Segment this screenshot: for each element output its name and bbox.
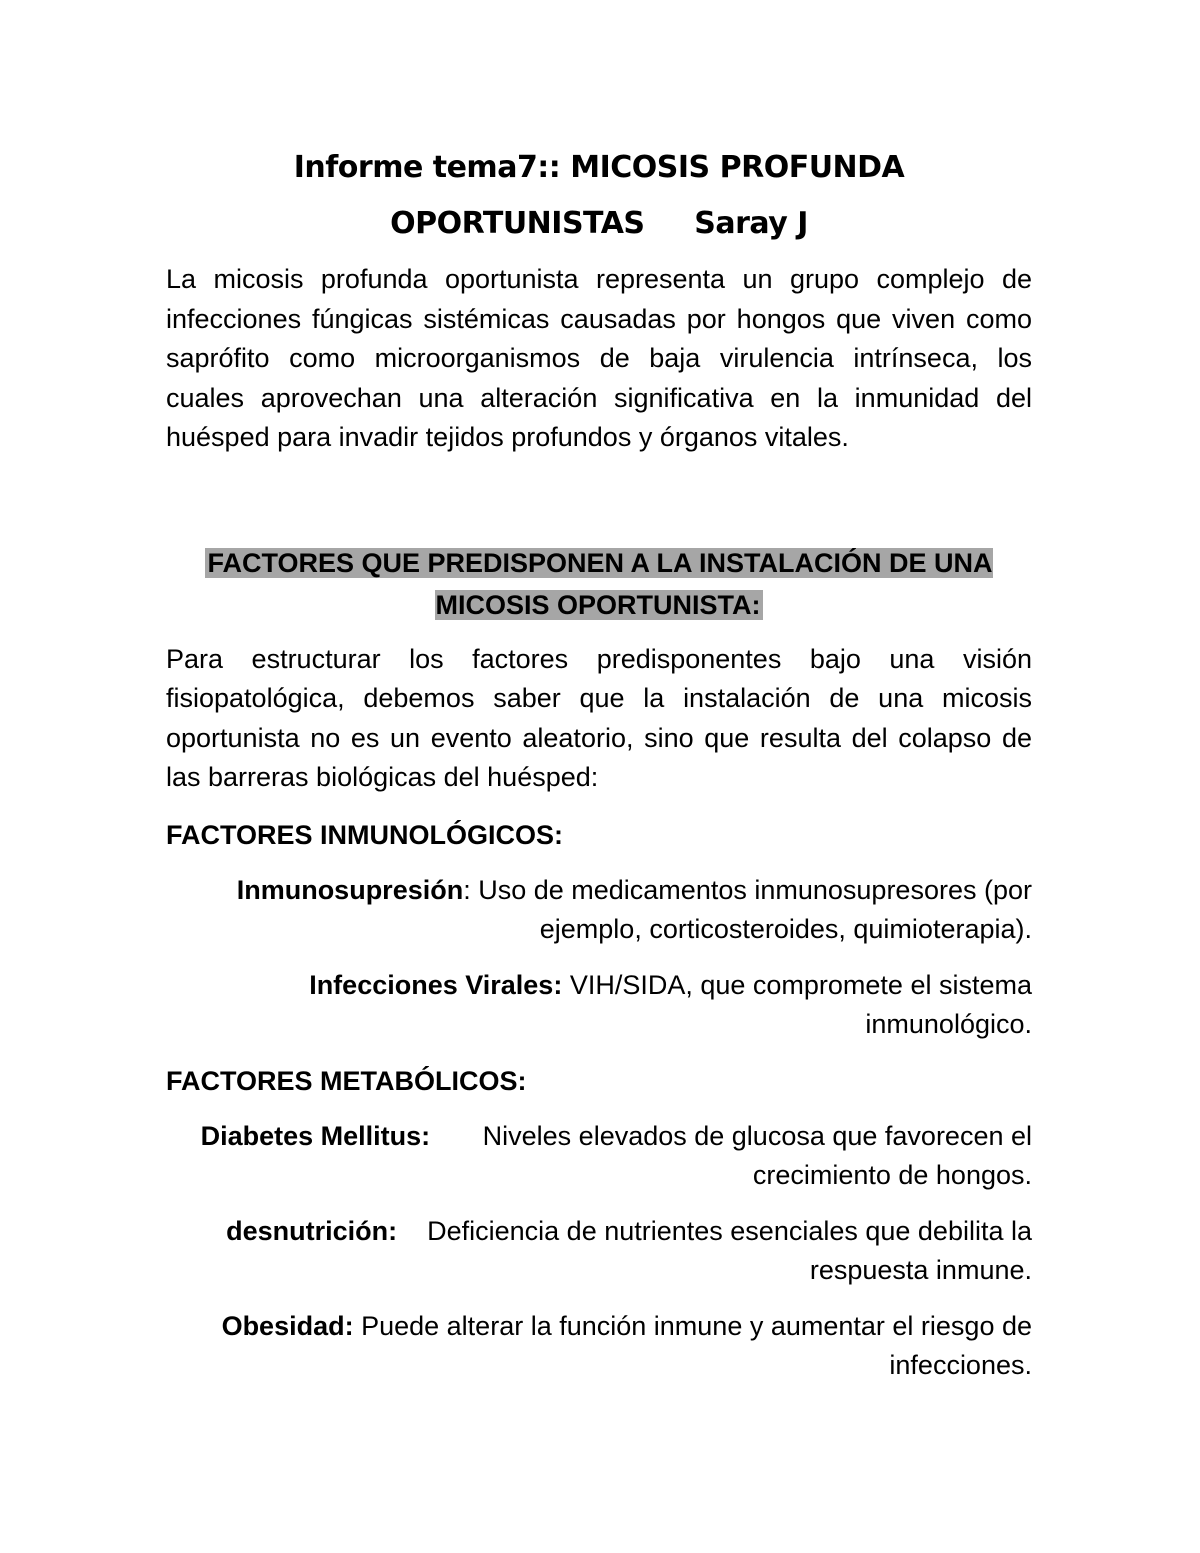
- title-line-2: OPORTUNISTAS Saray J: [390, 206, 808, 241]
- list-item-obesidad: [166, 1307, 1032, 1385]
- item-term: Infecciones Virales:: [309, 969, 563, 1000]
- intro-paragraph: La micosis profunda oportunista representa un grupo complejo de infecciones fúngicas sistémicas causadas por hongos que viven como saprófito como microorganismos de baja virulencia intrínseca, los cuales aprovechan una alteración significativa en la inmunidad del huésped para invadir tejidos profundos y órganos vitales.: [166, 264, 1032, 452]
- item-term: Diabetes Mellitus:: [200, 1120, 431, 1151]
- section-intro-paragraph: Para estructurar los factores predisponentes bajo una visión fisiopatológica, debemos saber que la instalación de una micosis oportunista no es un evento aleatorio, sino que resulta del colapso de las barreras biológicas del huésped:: [166, 643, 1032, 792]
- list-item-desnutricion: [166, 1212, 1040, 1290]
- item-text: Deficiencia de nutrientes esenciales que debilita la respuesta inmune.: [397, 1215, 1040, 1285]
- item-text: VIH/SIDA, que compromete el sistema inmunológico.: [562, 969, 1032, 1039]
- document-title: [166, 140, 1032, 252]
- item-term: Obesidad:: [221, 1310, 354, 1341]
- section-heading: [166, 542, 1032, 626]
- title-line-1: Informe tema7:: MICOSIS PROFUNDA: [293, 150, 905, 185]
- list-item-diabetes: [166, 1117, 1040, 1195]
- group-heading-metabolicos: FACTORES METABÓLICOS:: [166, 1065, 527, 1096]
- item-text: : Uso de medicamentos inmunosupresores (por ejemplo, corticosteroides, quimioterapia).: [463, 874, 1032, 944]
- list-item-inmunosupresion: [166, 871, 1032, 949]
- item-text: Puede alterar la función inmune y aumentar el riesgo de infecciones.: [353, 1310, 1032, 1380]
- group-heading-inmunologicos: FACTORES INMUNOLÓGICOS:: [166, 819, 564, 850]
- section-heading-highlight: FACTORES QUE PREDISPONEN A LA INSTALACIÓN DE UNA MICOSIS OPORTUNISTA:: [207, 547, 993, 620]
- document-page: [166, 140, 1040, 1385]
- item-term: Inmunosupresión: [236, 874, 464, 905]
- item-term: desnutrición:: [226, 1215, 398, 1246]
- item-text: Niveles elevados de glucosa que favorecen el crecimiento de hongos.: [430, 1120, 1040, 1190]
- list-item-infecciones-virales: [166, 966, 1032, 1044]
